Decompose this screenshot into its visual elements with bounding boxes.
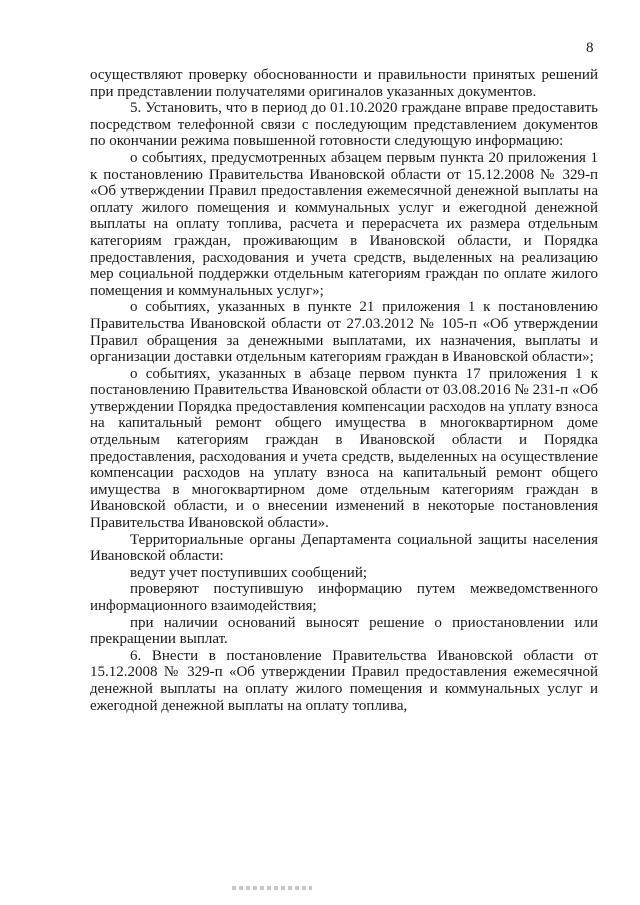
paragraph-events-329p: о событиях, предусмотренных абзацем первым пункта 20 приложения 1 к постановлению Правительства Ивановской области от 15.12.2008 № 329-п «Об утверждении Правил предоставления ежемесячной денежной выплаты на оплату жилого помещения и коммунальных услуг и ежегодной денежной выплаты на оплату топлива, расчета и перерасчета их размера отдельным категориям граждан, проживающим в Ивановской области, и Порядка предоставления, расходования и учета средств, выделенных на реализацию мер социальной поддержки отдельным категориям граждан по оплате жилого помещения и коммунальных услуг»; [90,149,598,299]
paragraph-item-5: 5. Установить, что в период до 01.10.2020 граждане вправе предоставить посредством телефонной связи с последующим представлением документов по окончании режима повышенной готовности следующую информацию: [90,100,598,150]
page-number: 8 [586,40,594,56]
paragraph-record-keeping: ведут учет поступивших сообщений; [130,564,368,581]
paragraph-suspension: при наличии оснований выносят решение о приостановлении или прекращении выплат. [90,614,598,648]
paragraph-territorial-bodies: Территориальные органы Департамента социальной защиты населения Ивановской области: [90,531,598,565]
paragraph-events-231p: о событиях, указанных в абзаце первом пункта 17 приложения 1 к постановлению Правительства Ивановской области от 03.08.2016 № 231-п «Об утверждении Порядка предоставления компенсации расходов на уплату взноса на капитальный ремонт общего имущества в многоквартирном доме отдельным категориям граждан в Ивановской области и Порядка предоставления, расходования и учета средств, выделенных на осуществление компенсации расходов на уплату взноса на капитальный ремонт общего имущества в многоквартирном доме отдельным категориям граждан в Ивановской области, и о внесении изменений в некоторые постановления Правительства Ивановской области». [90,365,598,532]
footer-scan-mark [232,886,312,890]
paragraph-continuation: осуществляют проверку обоснованности и правильности принятых решений при представлении получателями оригиналов указанных документов. [90,67,598,100]
document-body [90,67,598,714]
paragraph-events-105p: о событиях, указанных в пункте 21 приложения 1 к постановлению Правительства Ивановской области от 27.03.2012 № 105-п «Об утверждении Правил обращения за денежными выплатами, их назначения, выплаты и организации доставки отдельным категориям граждан в Ивановской области»; [90,299,598,366]
paragraph-item-6: 6. Внести в постановление Правительства Ивановской области от 15.12.2008 № 329-п «Об утверждении Правил предоставления ежемесячной денежной выплаты на оплату жилого помещения и коммунальных услуг и ежегодной денежной выплаты на оплату топлива, [90,647,598,714]
paragraph-verification: проверяют поступившую информацию путем межведомственного информационного взаимодействия; [90,581,598,614]
